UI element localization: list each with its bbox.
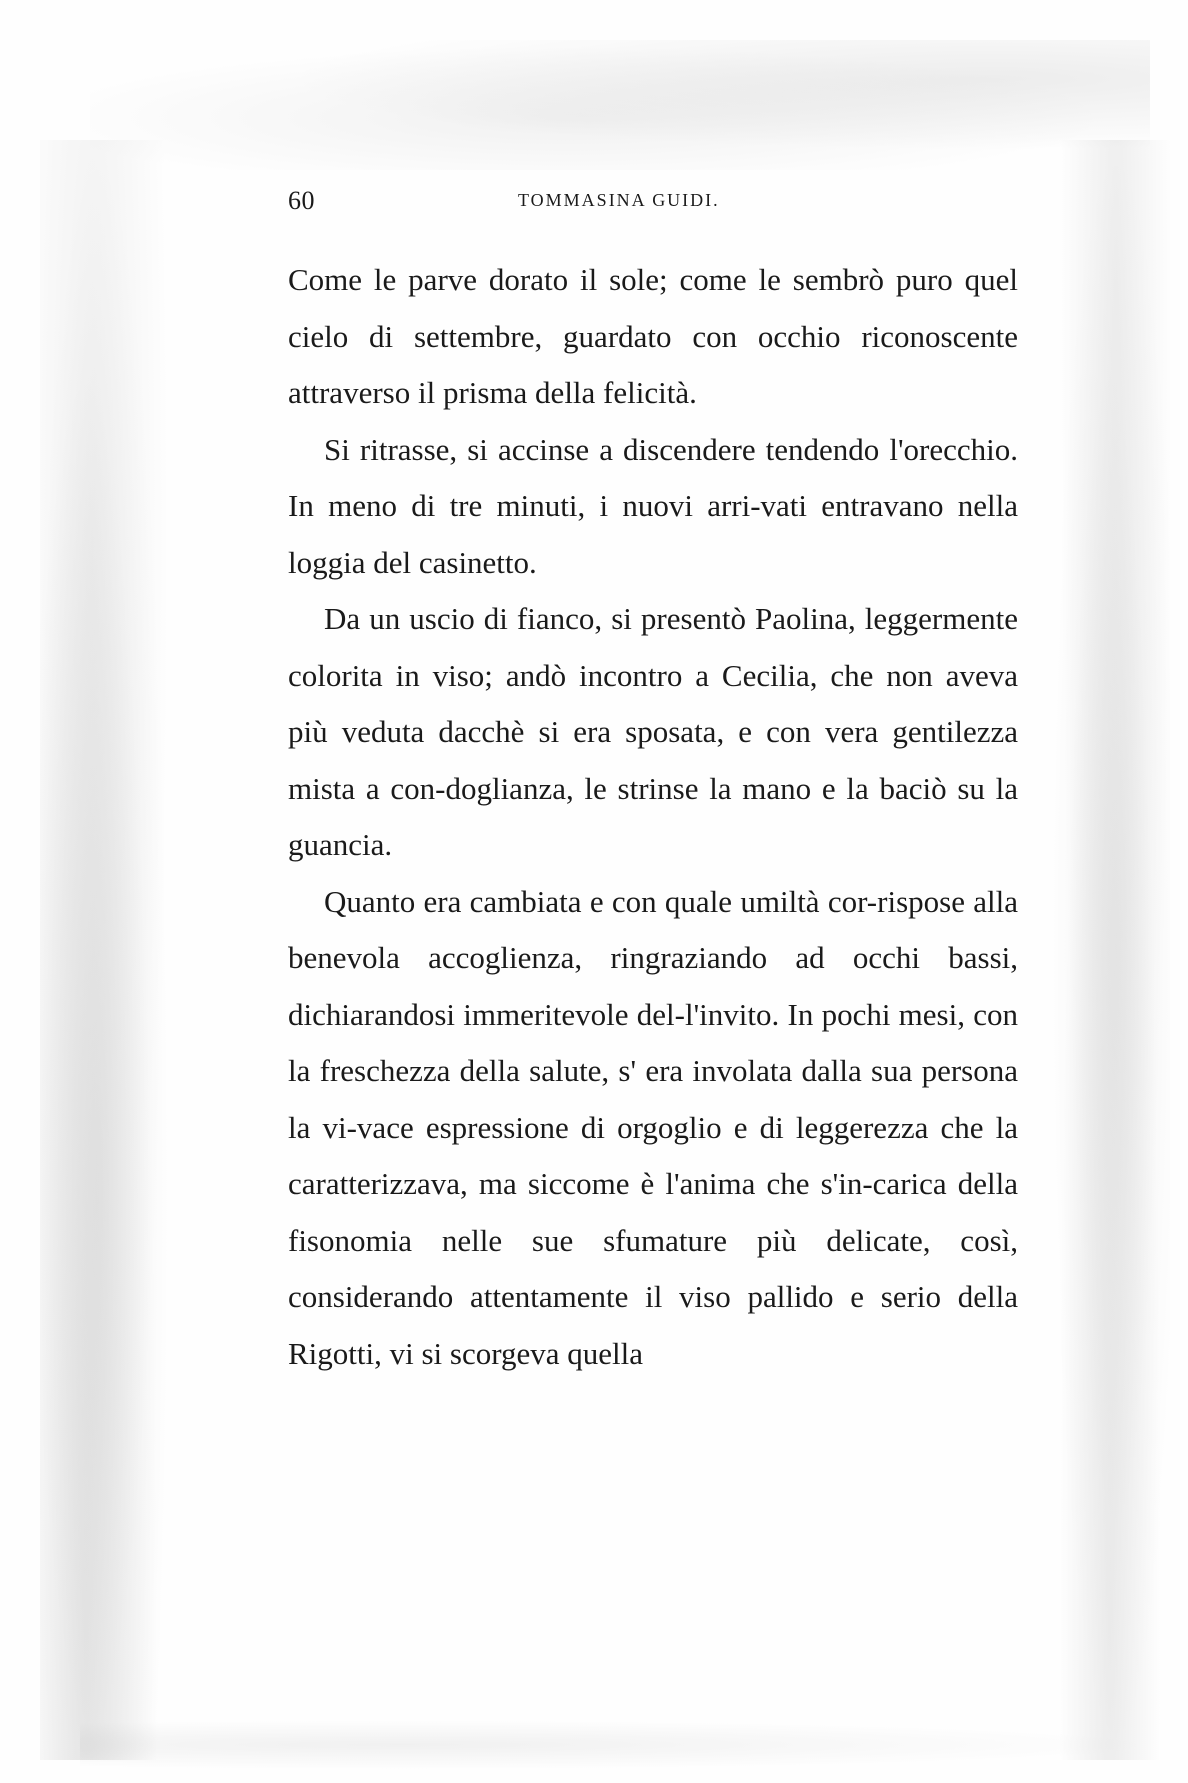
body-text — [288, 252, 1018, 1382]
scan-speckle-right — [1050, 140, 1170, 1760]
running-title: TOMMASINA GUIDI. — [518, 190, 720, 210]
scan-speckle-bottom — [80, 1720, 1160, 1770]
paragraph-3: Da un uscio di fianco, si presentò Paolina, leggermente colorita in viso; andò incontro a Cecilia, che non aveva più veduta dacchè si era sposata, e con vera gentilezza mista a con-doglianza, le strinse la mano e la baciò su la guancia. — [288, 601, 1018, 862]
scan-speckle-top — [90, 40, 1150, 170]
paragraph-2: Si ritrasse, si accinse a discendere tendendo l'orecchio. In meno di tre minuti, i nuovi arri-vati entravano nella loggia del casinetto. — [288, 431, 1018, 580]
paragraph-1: Come le parve dorato il sole; come le sembrò puro quel cielo di settembre, guardato con occhio riconoscente attraverso il prisma della felicità. — [288, 262, 1018, 410]
page-number: 60 — [288, 186, 315, 215]
page-header — [288, 186, 1008, 226]
paragraph-4: Quanto era cambiata e con quale umiltà cor-rispose alla benevola accoglienza, ringraziando ad occhi bassi, dichiarandosi immeritevole del-l'invito. In pochi mesi, con la freschezza della salute, s' era involata dalla sua persona la vi-vace espressione di orgoglio e di leggerezza che la caratterizzava, ma siccome è l'anima che s'in-carica della fisonomia nelle sue sfumature più delicate, così, considerando attentamente il viso pallido e serio della Rigotti, vi si scorgeva quella — [288, 883, 1018, 1371]
scan-speckle-left — [40, 140, 170, 1760]
